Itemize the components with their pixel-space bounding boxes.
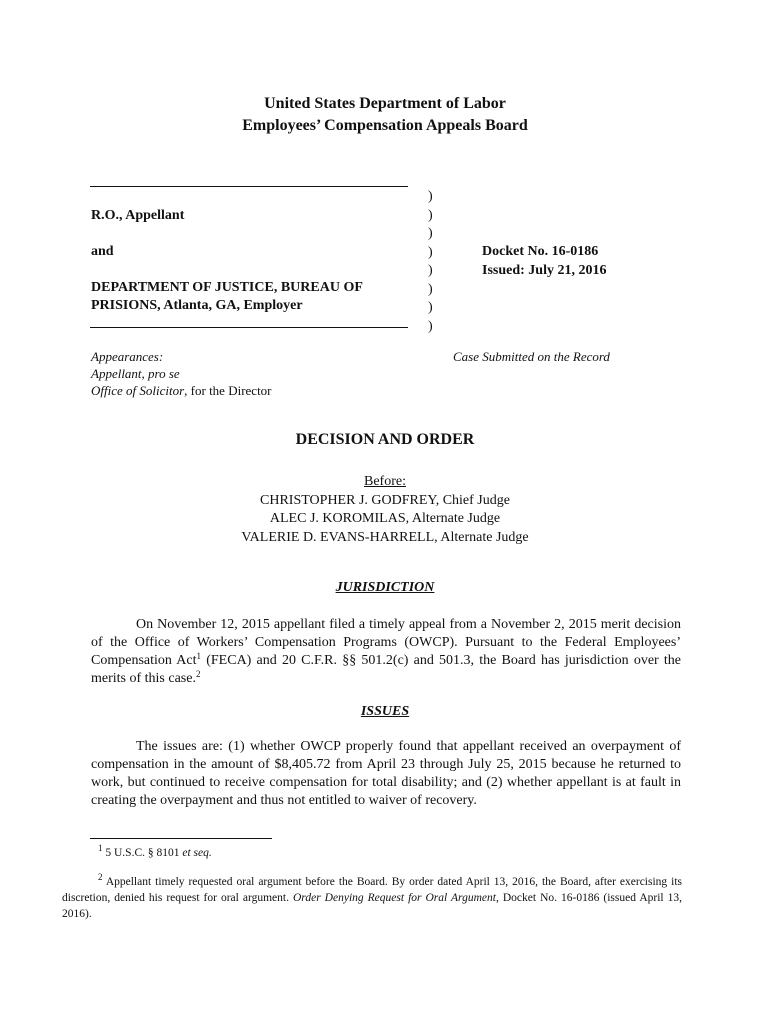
before-label: Before: <box>364 474 406 489</box>
case-submitted: Case Submitted on the Record <box>453 349 610 364</box>
caption-top-rule <box>90 186 408 187</box>
judge-name: ALEC J. KOROMILAS, Alternate Judge <box>269 511 501 526</box>
footnote-2-number: 2 <box>98 872 103 882</box>
footnote-1-italic: et seq. <box>182 847 212 859</box>
appearances-heading: Appearances: <box>91 349 164 364</box>
issues-text: The issues are: (1) whether OWCP properly found that appellant received an overpayment of compensation in the amount of $8,405.72 from April 23 through July 25, 2015 because he returned to work, but continued to receive compensation for total disability; and (2) whether appellant is at fault in creating the overpayment and thus not entitled to waiver of recovery. <box>91 739 681 808</box>
footnote-1-text: 5 U.S.C. § 8101 <box>105 847 183 859</box>
judge-name: CHRISTOPHER J. GODFREY, Chief Judge <box>260 492 510 508</box>
jurisdiction-text-a: On November 12, 2015 appellant filed a timely appeal from a November 2, 2015 merit decision of the Office of Workers’ Compensation Programs (OWCP). Pursuant to the Federal Employees’ Compensation Act <box>91 617 681 668</box>
caption-paren: ) <box>428 318 433 334</box>
caption-and: and <box>91 244 114 259</box>
footnote-ref-2[interactable]: 2 <box>195 669 201 679</box>
caption-paren: ) <box>428 300 433 315</box>
solicitor-label: Office of Solicitor <box>91 383 185 398</box>
appearances-block <box>91 348 272 399</box>
jurisdiction-paragraph <box>91 616 681 688</box>
caption-paren: ) <box>428 226 433 241</box>
caption-bottom-rule <box>90 327 408 328</box>
issues-paragraph <box>91 738 681 810</box>
issued-date: Issued: July 21, 2016 <box>482 263 607 278</box>
footnote-rule <box>90 838 272 839</box>
caption-paren: ) <box>428 244 433 260</box>
docket-number: Docket No. 16-0186 <box>482 244 599 259</box>
panel-of-judges <box>0 473 770 547</box>
footnote-2 <box>62 874 682 922</box>
agency-title: United States Department of Labor <box>264 95 506 112</box>
appellant-name: R.O., Appellant <box>91 208 185 223</box>
caption-paren: ) <box>428 207 433 223</box>
jurisdiction-heading: JURISDICTION <box>335 580 435 595</box>
footnote-1-number: 1 <box>98 843 103 853</box>
employer-line-1: DEPARTMENT OF JUSTICE, BUREAU OF <box>91 280 363 295</box>
footnote-2-italic: Order Denying Request for Oral Argument <box>292 892 496 904</box>
footnote-2-text: Appellant timely requested oral argument before the Board. By order dated April 13, 2016, the Board, after exercising its discretion, denied his request for oral argument. <box>62 876 682 904</box>
employer-line-2: PRISIONS, Atlanta, GA, Employer <box>91 298 303 313</box>
appellant-pro-se: Appellant, pro se <box>91 366 180 381</box>
decision-title: DECISION AND ORDER <box>295 431 475 448</box>
solicitor-role: , for the Director <box>184 383 272 398</box>
issues-heading: ISSUES <box>360 704 410 719</box>
caption-paren: ) <box>428 263 433 278</box>
jurisdiction-text-b: (FECA) and 20 C.F.R. §§ 501.2(c) and 501.3, the Board has jurisdiction over the merits of this case. <box>91 653 681 686</box>
caption-paren: ) <box>428 281 433 297</box>
footnote-2-rest: , Docket No. 16-0186 (issued April 13, 2016). <box>62 892 682 920</box>
caption-paren: ) <box>428 189 433 204</box>
footnote-1 <box>62 845 682 861</box>
judge-name: VALERIE D. EVANS-HARRELL, Alternate Judge <box>241 529 529 545</box>
footnote-ref-1[interactable]: 1 <box>196 651 202 661</box>
board-title: Employees’ Compensation Appeals Board <box>242 117 528 134</box>
